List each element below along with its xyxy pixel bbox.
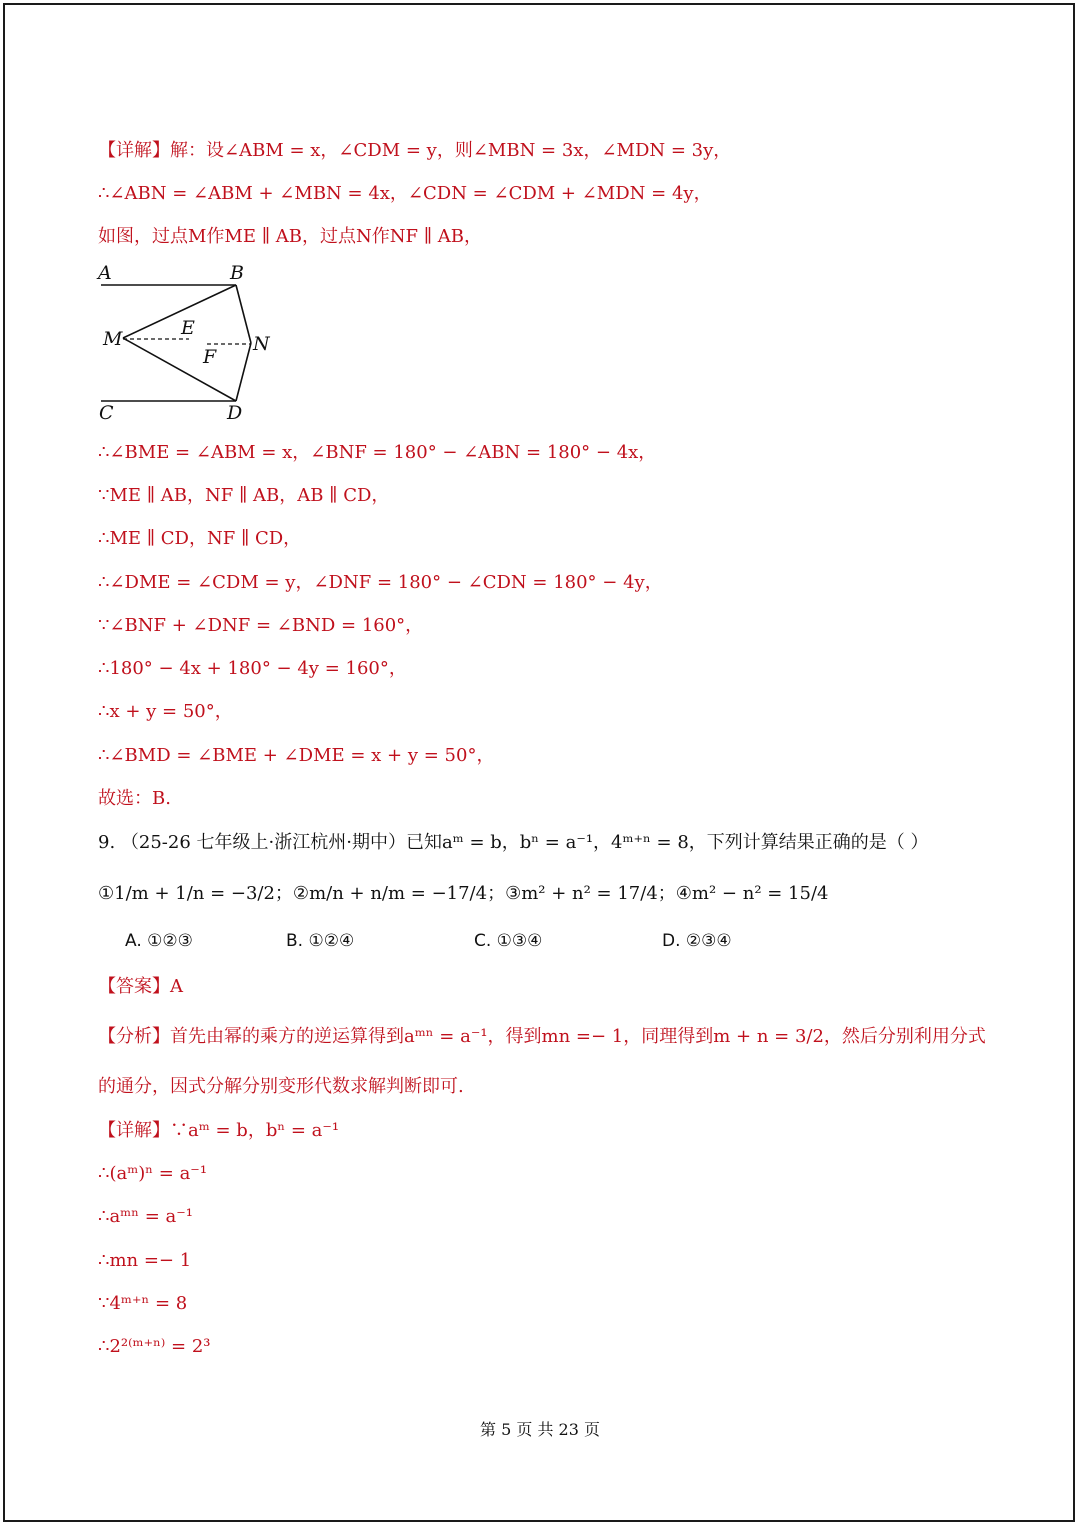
analysis-line-2: 的通分，因式分解分别变形代数求解判断即可.	[98, 1076, 464, 1097]
option-c: C. ①③④	[474, 931, 543, 951]
label-b: B	[230, 262, 244, 284]
question-9-statements: ①1/m + 1/n = −3/2；②m/n + n/m = −17/4；③m² + n² = 17/4；④m² − n² = 15/4	[98, 883, 829, 904]
detail-line-6: ∴2²⁽ᵐ⁺ⁿ⁾ = 2³	[98, 1336, 211, 1357]
option-a: A. ①②③	[125, 931, 193, 951]
detail-line-4: ∴mn =− 1	[98, 1250, 192, 1271]
solution-line-7: ∴∠DME = ∠CDM = y，∠DNF = 180° − ∠CDN = 180° − 4y，	[98, 572, 663, 593]
solution-line-9: ∴180° − 4x + 180° − 4y = 160°，	[98, 658, 407, 679]
label-c: C	[99, 402, 114, 424]
option-d: D. ②③④	[662, 931, 732, 951]
page-footer: 第 5 页 共 23 页	[480, 1420, 600, 1439]
detail-line-1: 【详解】∵aᵐ = b，bⁿ = a⁻¹	[98, 1120, 340, 1141]
option-b: B. ①②④	[286, 931, 355, 951]
solution-line-12: 故选：B.	[98, 788, 171, 809]
solution-line-10: ∴x + y = 50°，	[98, 701, 233, 722]
geometry-figure	[95, 258, 285, 428]
detail-line-2: ∴(aᵐ)ⁿ = a⁻¹	[98, 1163, 208, 1184]
solution-line-4: ∴∠BME = ∠ABM = x，∠BNF = 180° − ∠ABN = 180° − 4x，	[98, 442, 657, 463]
label-d: D	[227, 402, 243, 424]
solution-line-2: ∴∠ABN = ∠ABM + ∠MBN = 4x，∠CDN = ∠CDM + ∠MDN = 4y，	[98, 183, 712, 204]
detail-line-3: ∴aᵐⁿ = a⁻¹	[98, 1206, 193, 1227]
solution-line-3: 如图，过点M作ME ∥ AB，过点N作NF ∥ AB，	[98, 226, 482, 247]
analysis-line-1: 【分析】首先由幂的乘方的逆运算得到aᵐⁿ = a⁻¹，得到mn =− 1，同理得到m + n = 3/2，然后分别利用分式	[98, 1026, 986, 1047]
answer-line: 【答案】A	[98, 976, 183, 997]
solution-line-6: ∴ME ∥ CD，NF ∥ CD，	[98, 528, 302, 549]
label-e: E	[181, 317, 195, 339]
label-m: M	[103, 328, 123, 350]
label-n: N	[253, 333, 270, 355]
solution-line-8: ∵∠BNF + ∠DNF = ∠BND = 160°，	[98, 615, 424, 636]
label-f: F	[203, 346, 217, 368]
detail-line-5: ∵4ᵐ⁺ⁿ = 8	[98, 1293, 188, 1314]
solution-line-1: 【详解】解：设∠ABM = x，∠CDM = y，则∠MBN = 3x，∠MDN = 3y，	[98, 140, 732, 161]
solution-line-11: ∴∠BMD = ∠BME + ∠DME = x + y = 50°，	[98, 745, 495, 766]
question-9-stem: 9. （25-26 七年级上·浙江杭州·期中）已知aᵐ = b，bⁿ = a⁻¹，4ᵐ⁺ⁿ = 8，下列计算结果正确的是（ ）	[98, 832, 929, 853]
label-a: A	[98, 262, 112, 284]
solution-line-5: ∵ME ∥ AB，NF ∥ AB，AB ∥ CD，	[98, 485, 390, 506]
